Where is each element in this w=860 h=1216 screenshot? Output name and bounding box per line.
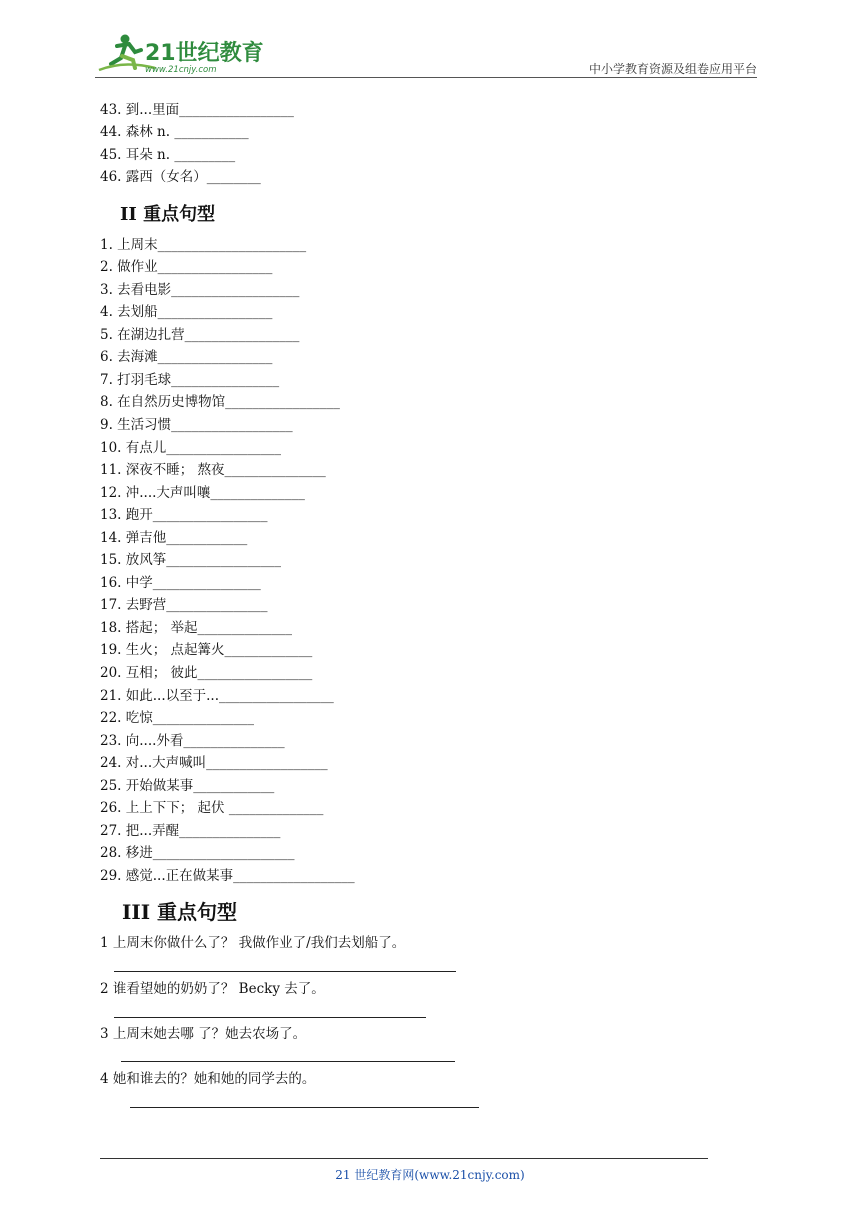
phrase-item: 4. 去划船_________________	[100, 304, 273, 320]
phrase-item: 24. 对...大声喊叫__________________	[100, 755, 328, 771]
phrase-item: 12. 冲....大声叫嚷______________	[100, 485, 305, 501]
phrase-item: 10. 有点儿_________________	[100, 440, 282, 456]
phrase-item: 7. 打羽毛球________________	[100, 372, 280, 388]
sentence-question: 4 她和谁去的？她和她的同学去的。	[100, 1071, 316, 1087]
phrase-item: 16. 中学________________	[100, 575, 261, 591]
phrase-item: 9. 生活习惯__________________	[100, 417, 293, 433]
phrase-item: 29. 感觉...正在做某事__________________	[100, 868, 355, 884]
answer-line[interactable]	[114, 1017, 426, 1018]
phrase-item: 20. 互相； 彼此_________________	[100, 665, 313, 681]
vocab-item: 44. 森林 n. ___________	[100, 124, 249, 140]
phrase-item: 26. 上上下下； 起伏 ______________	[100, 800, 324, 816]
answer-line[interactable]	[114, 971, 456, 972]
answer-line[interactable]	[121, 1061, 455, 1062]
section-3-title: III 重点句型	[122, 900, 238, 924]
phrase-item: 1. 上周末______________________	[100, 237, 307, 253]
phrase-item: 28. 移进_____________________	[100, 845, 295, 861]
vocab-item: 45. 耳朵 n. _________	[100, 147, 236, 163]
logo-url: www.21cnjy.com	[145, 65, 217, 75]
vocab-item: 46. 露西（女名）________	[100, 169, 261, 185]
sentence-question: 2 谁看望她的奶奶了？ Becky 去了。	[100, 981, 325, 997]
footer-link[interactable]: 21 世纪教育网(www.21cnjy.com)	[335, 1168, 525, 1182]
phrase-item: 14. 弹吉他____________	[100, 530, 248, 546]
phrase-item: 18. 搭起； 举起______________	[100, 620, 293, 636]
header-divider	[95, 77, 757, 78]
section-2-title: II 重点句型	[120, 204, 216, 225]
logo	[95, 30, 265, 76]
phrase-item: 25. 开始做某事____________	[100, 778, 275, 794]
phrase-item: 23. 向....外看_______________	[100, 733, 285, 749]
platform-name: 中小学教育资源及组卷应用平台	[588, 62, 757, 76]
phrase-item: 21. 如此...以至于..._________________	[100, 688, 334, 704]
phrase-item: 13. 跑开_________________	[100, 507, 268, 523]
phrase-item: 19. 生火； 点起篝火_____________	[100, 642, 313, 658]
sentence-question: 1 上周末你做什么了？ 我做作业了/我们去划船了。	[100, 935, 406, 951]
phrase-item: 22. 吃惊_______________	[100, 710, 255, 726]
page-header	[95, 30, 757, 78]
phrase-item: 27. 把...弄醒_______________	[100, 823, 281, 839]
phrase-item: 6. 去海滩_________________	[100, 349, 273, 365]
logo-text: 21世纪教育	[145, 41, 264, 66]
phrase-item: 17. 去野营_______________	[100, 597, 268, 613]
vocab-item: 43. 到...里面_________________	[100, 102, 294, 118]
footer-divider	[100, 1158, 708, 1159]
phrase-item: 15. 放风筝_________________	[100, 552, 282, 568]
phrase-item: 11. 深夜不睡； 熬夜_______________	[100, 462, 326, 478]
phrase-item: 2. 做作业_________________	[100, 259, 273, 275]
answer-line[interactable]	[130, 1107, 479, 1108]
phrase-item: 8. 在自然历史博物馆_________________	[100, 394, 340, 410]
sentence-question: 3 上周末她去哪 了？她去农场了。	[100, 1026, 307, 1042]
phrase-item: 5. 在湖边扎营_________________	[100, 327, 300, 343]
phrase-item: 3. 去看电影___________________	[100, 282, 300, 298]
